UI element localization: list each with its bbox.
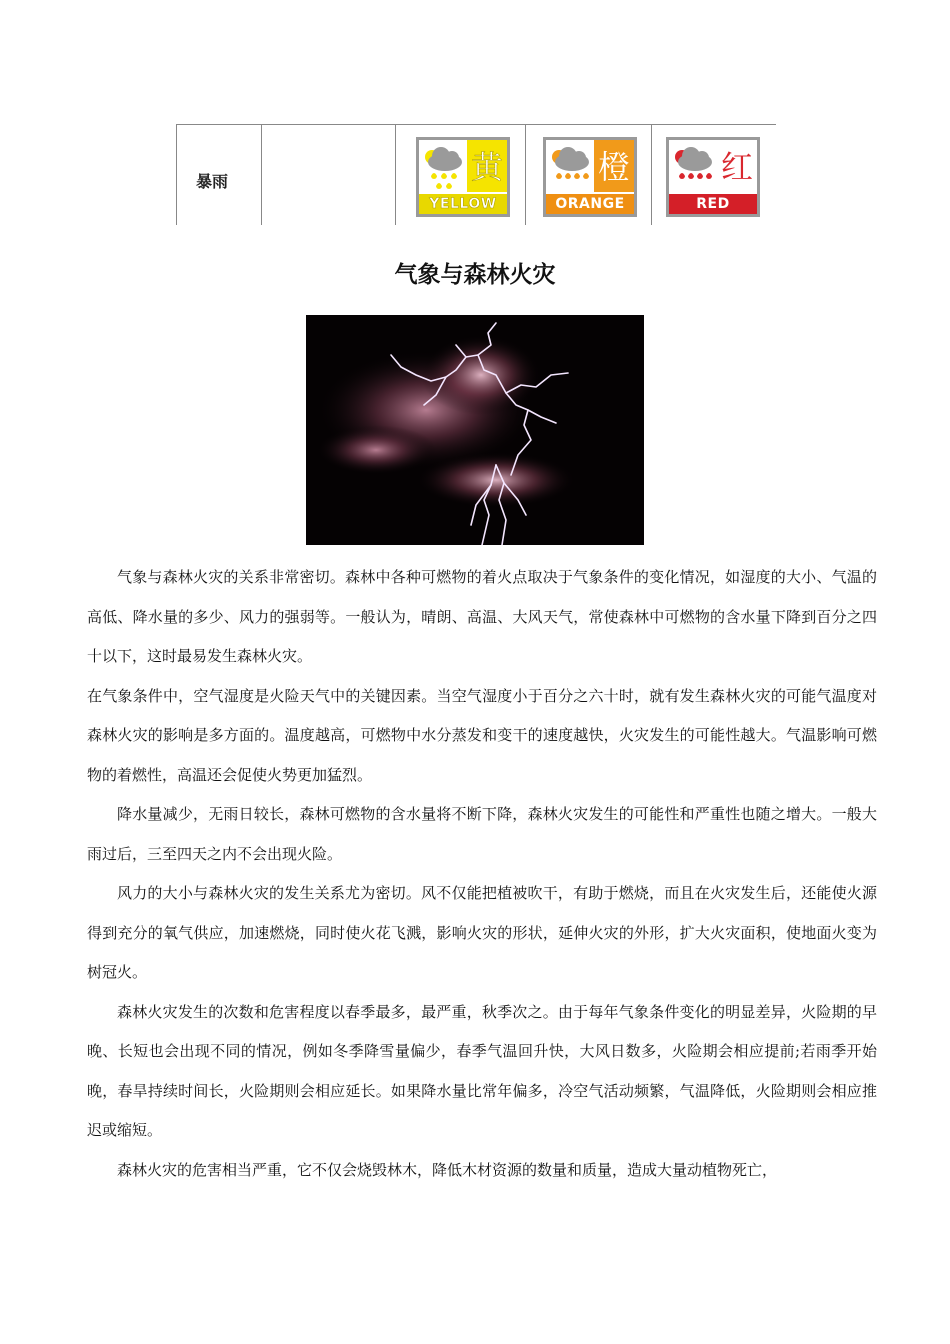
rainstorm-cloud-icon: [419, 140, 507, 192]
article-body: [87, 558, 877, 1190]
level-name: YELLOW: [419, 194, 507, 214]
page-title: 气象与森林火灾: [394, 262, 556, 288]
warning-table-row: [176, 124, 776, 225]
lightning-photo: [306, 315, 644, 545]
warning-type-label: 暴雨: [196, 172, 229, 191]
level-name: ORANGE: [546, 194, 634, 214]
paragraph: 风力的大小与森林火灾的发生关系尤为密切。风不仅能把植被吹干，有助于燃烧，而且在火灾发生后，还能使火源得到充分的氧气供应，加速燃烧，同时使火花飞溅，影响火灾的形状，延伸火灾的外形，扩大火灾面积，使地面火变为树冠火。: [87, 884, 877, 981]
table-border: [261, 125, 262, 225]
paragraph: 气象与森林火灾的关系非常密切。森林中各种可燃物的着火点取决于气象条件的变化情况，如湿度的大小、气温的高低、降水量的多少、风力的强弱等。一般认为，晴朗、高温、大风天气，常使森林中可燃物的含水量下降到百分之四十以下，这时最易发生森林火灾。: [87, 568, 877, 665]
rainstorm-cloud-icon: [669, 140, 757, 192]
table-border: [395, 125, 396, 225]
paragraph: 降水量减少，无雨日较长，森林可燃物的含水量将不断下降，森林火灾发生的可能性和严重性也随之增大。一般大雨过后，三至四天之内不会出现火险。: [87, 805, 877, 863]
table-border: [651, 125, 652, 225]
paragraph: 森林火灾发生的次数和危害程度以春季最多，最严重，秋季次之。由于每年气象条件变化的明显差异，火险期的早晚、长短也会出现不同的情况，例如冬季降雪量偏少，春季气温回升快，大风日数多，火险期会相应提前;若雨季开始晚，春旱持续时间长，火险期则会相应延长。如果降水量比常年偏多，冷空气活动频繁，气温降低，火险期则会相应推迟或缩短。: [87, 1002, 877, 1139]
level-char: 黄: [470, 148, 504, 186]
level-char: 橙: [597, 148, 631, 186]
red-warning-badge: [666, 137, 760, 217]
yellow-warning-badge: [416, 137, 510, 217]
rainstorm-cloud-icon: [546, 140, 634, 192]
level-name: RED: [669, 194, 757, 214]
paragraph: 森林火灾的危害相当严重，它不仅会烧毁林木，降低木材资源的数量和质量，造成大量动植物死亡，: [117, 1160, 778, 1179]
lightning-image: [306, 315, 644, 545]
orange-warning-badge: [543, 137, 637, 217]
level-char: 红: [720, 148, 754, 186]
table-border: [176, 125, 177, 225]
table-border: [525, 125, 526, 225]
paragraph: 在气象条件中，空气湿度是火险天气中的关键因素。当空气湿度小于百分之六十时，就有发生森林火灾的可能气温度对森林火灾的影响是多方面的。温度越高，可燃物中水分蒸发和变干的速度越快，火灾发生的可能性越大。气温影响可燃物的着燃性，高温还会促使火势更加猛烈。: [87, 686, 877, 784]
